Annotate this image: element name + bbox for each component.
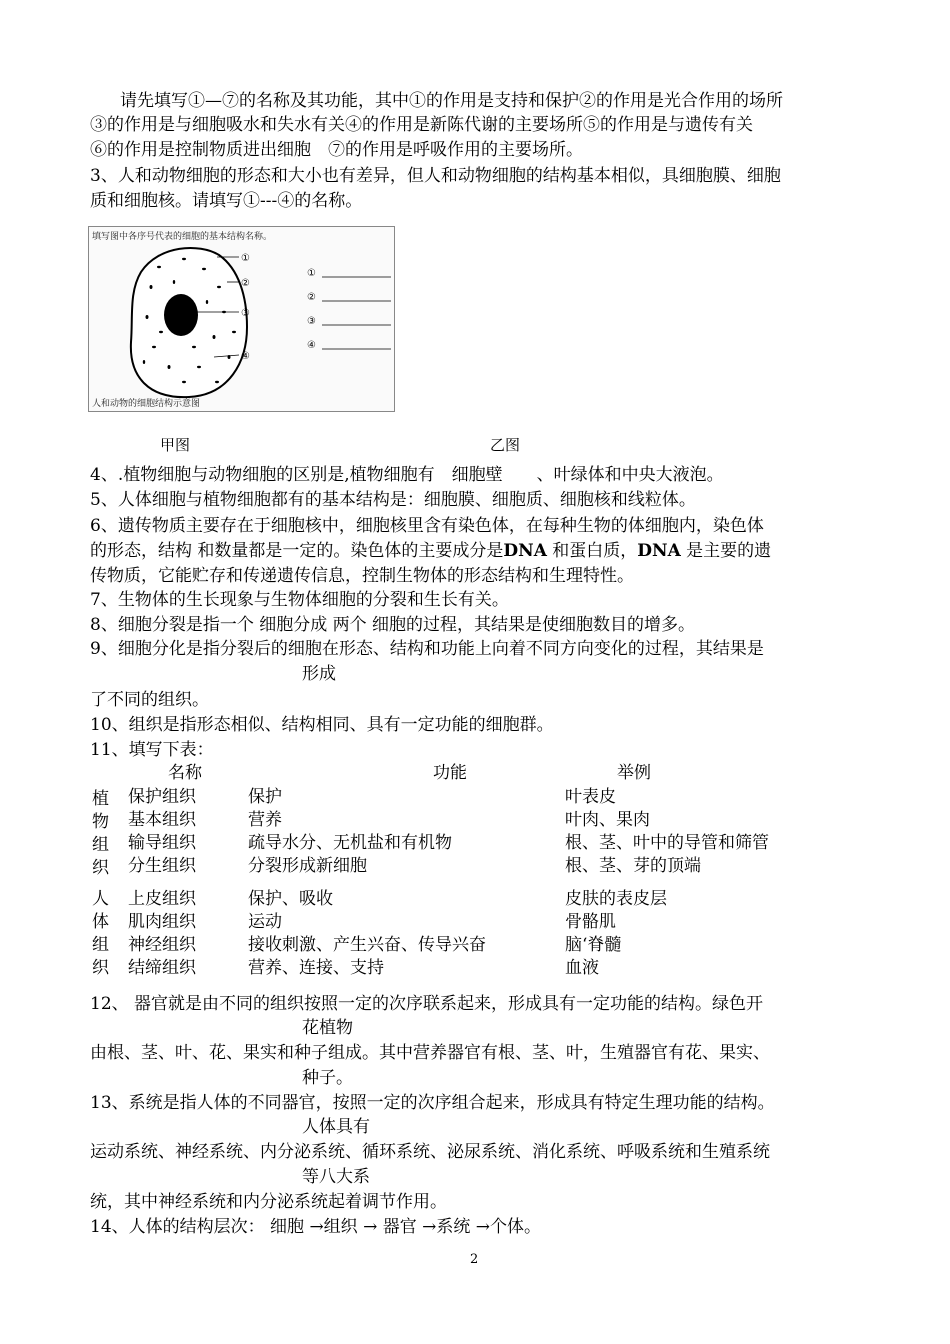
- cell-diagram: [88, 226, 395, 412]
- text-line: 10、组织是指形态相似、结构相同、具有一定功能的细胞群。: [90, 715, 554, 735]
- marker-4: ④: [241, 351, 250, 362]
- text-line: 了不同的组织。: [90, 690, 209, 710]
- text-line: 传物质，它能贮存和传递遗传信息，控制生物体的形态结构和生理特性。: [90, 566, 634, 586]
- text-line: 请先填写①—⑦的名称及其功能，其中①的作用是支持和保护②的作用是光合作用的场所: [120, 91, 783, 111]
- text-line: 9、细胞分化是指分裂后的细胞在形态、结构和功能上向着不同方向变化的过程，其结果是: [90, 639, 764, 659]
- answer-label-3: ③: [307, 316, 316, 327]
- text-line: 12、 器官就是由不同的组织按照一定的次序联系起来，形成具有一定功能的结构。绿色开: [90, 994, 764, 1014]
- table-cell-name: 结缔组织: [128, 958, 196, 978]
- answer-label-4: ④: [307, 340, 316, 351]
- table-cell-example: 叶表皮: [565, 787, 616, 807]
- text-segment: 的形态，结构 和数量都是一定的。染色体的主要成分是: [90, 541, 504, 561]
- table-cell-example: 皮肤的表皮层: [565, 889, 667, 909]
- table-cell-example: 血液: [565, 958, 599, 978]
- text-line: 统，其中神经系统和内分泌系统起着调节作用。: [90, 1192, 447, 1212]
- page-number: 2: [470, 1252, 479, 1267]
- caption-jia: 甲图: [160, 436, 191, 454]
- text-segment: 是主要的遗: [680, 541, 772, 561]
- text-line: 运动系统、神经系统、内分泌系统、循环系统、泌尿系统、消化系统、呼吸系统和生殖系统: [90, 1142, 770, 1162]
- table-cell-function: 运动: [248, 912, 282, 932]
- text-segment: 和蛋白质，: [546, 541, 638, 561]
- text-line: 14、人体的结构层次： 细胞 →组织 → 器官 →系统 →个体。: [90, 1217, 542, 1237]
- text-line: 人体具有: [302, 1117, 370, 1137]
- caption-yi: 乙图: [490, 436, 521, 454]
- text-line: 质和细胞核。请填写①---④的名称。: [90, 191, 363, 211]
- table-cell-example: 叶肉、果肉: [565, 810, 650, 830]
- text-line: 3、人和动物细胞的形态和大小也有差异，但人和动物细胞的结构基本相似，具细胞膜、细胞: [90, 166, 781, 186]
- figure-caption: 人和动物的细胞结构示意图: [92, 399, 201, 409]
- text-line: 5、人体细胞与植物细胞都有的基本结构是：细胞膜、细胞质、细胞核和线粒体。: [90, 490, 696, 510]
- answer-blanks: [322, 277, 391, 349]
- text-line: 形成: [302, 664, 336, 684]
- table-cell-name: 分生组织: [128, 856, 196, 876]
- marker-2: ②: [241, 278, 250, 289]
- text-line: 花植物: [302, 1018, 353, 1038]
- table-header-example: 举例: [617, 763, 651, 783]
- text-line: 7、生物体的生长现象与生物体细胞的分裂和生长有关。: [90, 590, 509, 610]
- table-cell-example: 根、茎、叶中的导管和筛管: [565, 833, 769, 853]
- marker-3: ③: [241, 308, 250, 319]
- text-line: 6、遗传物质主要存在于细胞核中，细胞核里含有染色体，在每种生物的体细胞内，染色体: [90, 516, 764, 536]
- text-bold: DNA: [503, 541, 547, 561]
- table-cell-name: 保护组织: [128, 787, 196, 807]
- marker-1: ①: [241, 253, 250, 264]
- table-cell-function: 疏导水分、无机盐和有机物: [248, 833, 452, 853]
- text-bold: DNA: [637, 541, 681, 561]
- cell-nucleus: [164, 294, 198, 336]
- text-line: 4、.植物细胞与动物细胞的区别是,植物细胞有 细胞壁 、叶绿体和中央大液泡。: [90, 465, 724, 485]
- answer-label-1: ①: [307, 268, 316, 279]
- table-cell-function: 接收刺激、产生兴奋、传导兴奋: [248, 935, 486, 955]
- table-cell-example: 根、茎、芽的顶端: [565, 856, 701, 876]
- text-line: 种子。: [302, 1068, 353, 1088]
- table-cell-name: 输导组织: [128, 833, 196, 853]
- table-cell-function: 分裂形成新细胞: [248, 856, 367, 876]
- answer-label-2: ②: [307, 292, 316, 303]
- text-line: 由根、茎、叶、花、果实和种子组成。其中营养器官有根、茎、叶，生殖器官有花、果实、: [90, 1043, 770, 1063]
- table-header-name: 名称: [168, 763, 202, 783]
- table-cell-function: 保护: [248, 787, 282, 807]
- table-cell-function: 保护、吸收: [248, 889, 333, 909]
- text-line: 8、细胞分裂是指一个 细胞分成 两个 细胞的过程，其结果是使细胞数目的增多。: [90, 615, 696, 635]
- text-line: 11、填写下表：: [90, 740, 214, 760]
- text-line: 13、系统是指人体的不同器官，按照一定的次序组合起来，形成具有特定生理功能的结构。: [90, 1093, 775, 1113]
- table-cell-example: 骨骼肌: [565, 912, 616, 932]
- figure-title: 填写图中各序号代表的细胞的基本结构名称。: [92, 232, 273, 242]
- group-label-plant: 植物组织: [92, 789, 109, 878]
- table-header-function: 功能: [433, 763, 467, 783]
- group-label-human: 人体组织: [92, 889, 109, 978]
- cell-diagram-drawing: [89, 227, 394, 411]
- text-line: ③的作用是与细胞吸水和失水有关④的作用是新陈代谢的主要场所⑤的作用是与遗传有关: [90, 115, 753, 135]
- table-cell-name: 肌肉组织: [128, 912, 196, 932]
- table-cell-name: 上皮组织: [128, 889, 196, 909]
- table-cell-example: 脑‘脊髓: [565, 935, 622, 955]
- table-cell-name: 神经组织: [128, 935, 196, 955]
- table-cell-function: 营养、连接、支持: [248, 958, 384, 978]
- table-cell-function: 营养: [248, 810, 282, 830]
- text-line: ⑥的作用是控制物质进出细胞 ⑦的作用是呼吸作用的主要场所。: [90, 140, 583, 160]
- text-line: [90, 540, 771, 562]
- table-cell-name: 基本组织: [128, 810, 196, 830]
- text-line: 等八大系: [302, 1167, 370, 1187]
